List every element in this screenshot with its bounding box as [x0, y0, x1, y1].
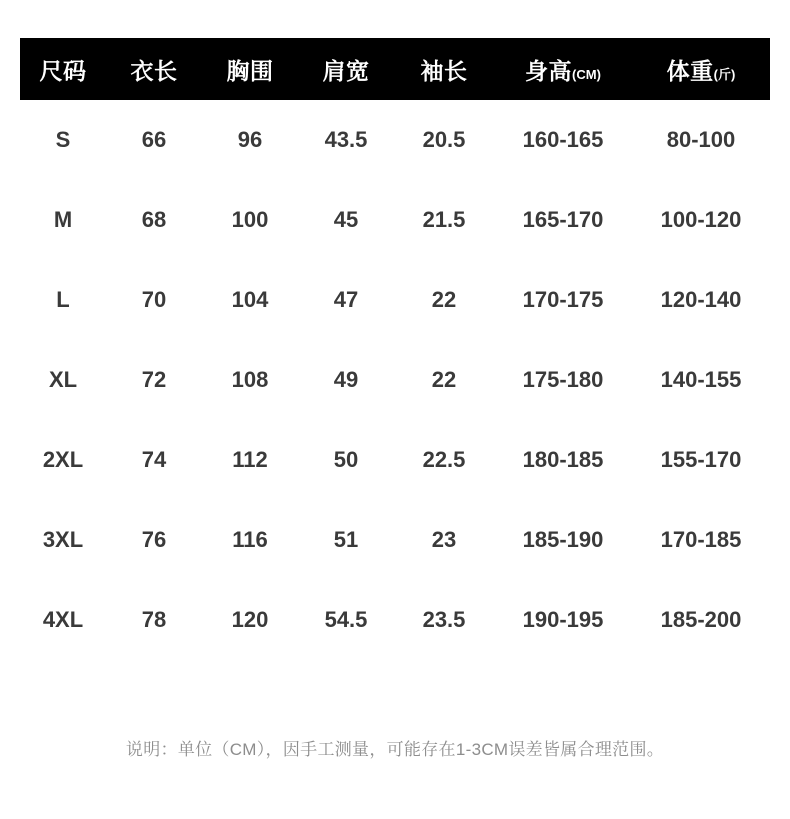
cell-sleeve: 20.5 [394, 100, 494, 180]
cell-weight: 170-185 [632, 500, 770, 580]
cell-size: 4XL [20, 580, 106, 660]
measurement-note: 说明：单位（CM），因手工测量，可能存在1-3CM误差皆属合理范围。 [125, 740, 665, 759]
cell-height: 175-180 [494, 340, 632, 420]
cell-sleeve: 22 [394, 340, 494, 420]
column-header-height [494, 38, 632, 100]
cell-length: 76 [106, 500, 202, 580]
cell-weight: 155-170 [632, 420, 770, 500]
column-header-size-label: 尺码 [39, 57, 87, 84]
column-header-size [20, 38, 106, 100]
table-row [20, 340, 770, 420]
column-header-bust [202, 38, 298, 100]
column-header-weight-unit: (斤) [713, 66, 736, 82]
table-header-row [20, 38, 770, 100]
cell-size: M [20, 180, 106, 260]
table-row [20, 500, 770, 580]
cell-height: 190-195 [494, 580, 632, 660]
cell-weight: 140-155 [632, 340, 770, 420]
column-header-sleeve-label: 袖长 [420, 57, 468, 84]
cell-shoulder: 45 [298, 180, 394, 260]
cell-sleeve: 21.5 [394, 180, 494, 260]
cell-bust: 108 [202, 340, 298, 420]
column-header-height-label: 身高 [525, 57, 573, 84]
cell-height: 170-175 [494, 260, 632, 340]
column-header-shoulder [298, 38, 394, 100]
cell-shoulder: 49 [298, 340, 394, 420]
cell-weight: 120-140 [632, 260, 770, 340]
cell-size: L [20, 260, 106, 340]
cell-bust: 104 [202, 260, 298, 340]
cell-sleeve: 23.5 [394, 580, 494, 660]
table-row [20, 260, 770, 340]
cell-height: 185-190 [494, 500, 632, 580]
cell-bust: 116 [202, 500, 298, 580]
cell-size: XL [20, 340, 106, 420]
column-header-shoulder-label: 肩宽 [322, 57, 370, 84]
cell-length: 72 [106, 340, 202, 420]
cell-sleeve: 22 [394, 260, 494, 340]
cell-length: 70 [106, 260, 202, 340]
cell-shoulder: 43.5 [298, 100, 394, 180]
cell-weight: 80-100 [632, 100, 770, 180]
cell-length: 68 [106, 180, 202, 260]
table-row [20, 420, 770, 500]
cell-bust: 96 [202, 100, 298, 180]
table-row [20, 100, 770, 180]
cell-shoulder: 51 [298, 500, 394, 580]
cell-bust: 120 [202, 580, 298, 660]
cell-weight: 185-200 [632, 580, 770, 660]
cell-size: 3XL [20, 500, 106, 580]
cell-length: 74 [106, 420, 202, 500]
cell-shoulder: 47 [298, 260, 394, 340]
cell-length: 78 [106, 580, 202, 660]
cell-sleeve: 23 [394, 500, 494, 580]
cell-bust: 112 [202, 420, 298, 500]
size-chart-table [20, 38, 770, 660]
table-row [20, 180, 770, 260]
size-chart [20, 38, 770, 660]
table-row [20, 580, 770, 660]
cell-sleeve: 22.5 [394, 420, 494, 500]
table-body [20, 100, 770, 660]
column-header-height-unit: (CM) [572, 66, 601, 82]
cell-bust: 100 [202, 180, 298, 260]
cell-height: 180-185 [494, 420, 632, 500]
cell-length: 66 [106, 100, 202, 180]
cell-shoulder: 50 [298, 420, 394, 500]
cell-size: 2XL [20, 420, 106, 500]
table-header [20, 38, 770, 100]
column-header-weight [632, 38, 770, 100]
column-header-sleeve [394, 38, 494, 100]
column-header-bust-label: 胸围 [226, 57, 274, 84]
cell-height: 165-170 [494, 180, 632, 260]
cell-size: S [20, 100, 106, 180]
cell-shoulder: 54.5 [298, 580, 394, 660]
cell-height: 160-165 [494, 100, 632, 180]
column-header-length-label: 衣长 [130, 57, 178, 84]
column-header-weight-label: 体重 [666, 57, 714, 84]
cell-weight: 100-120 [632, 180, 770, 260]
column-header-length [106, 38, 202, 100]
